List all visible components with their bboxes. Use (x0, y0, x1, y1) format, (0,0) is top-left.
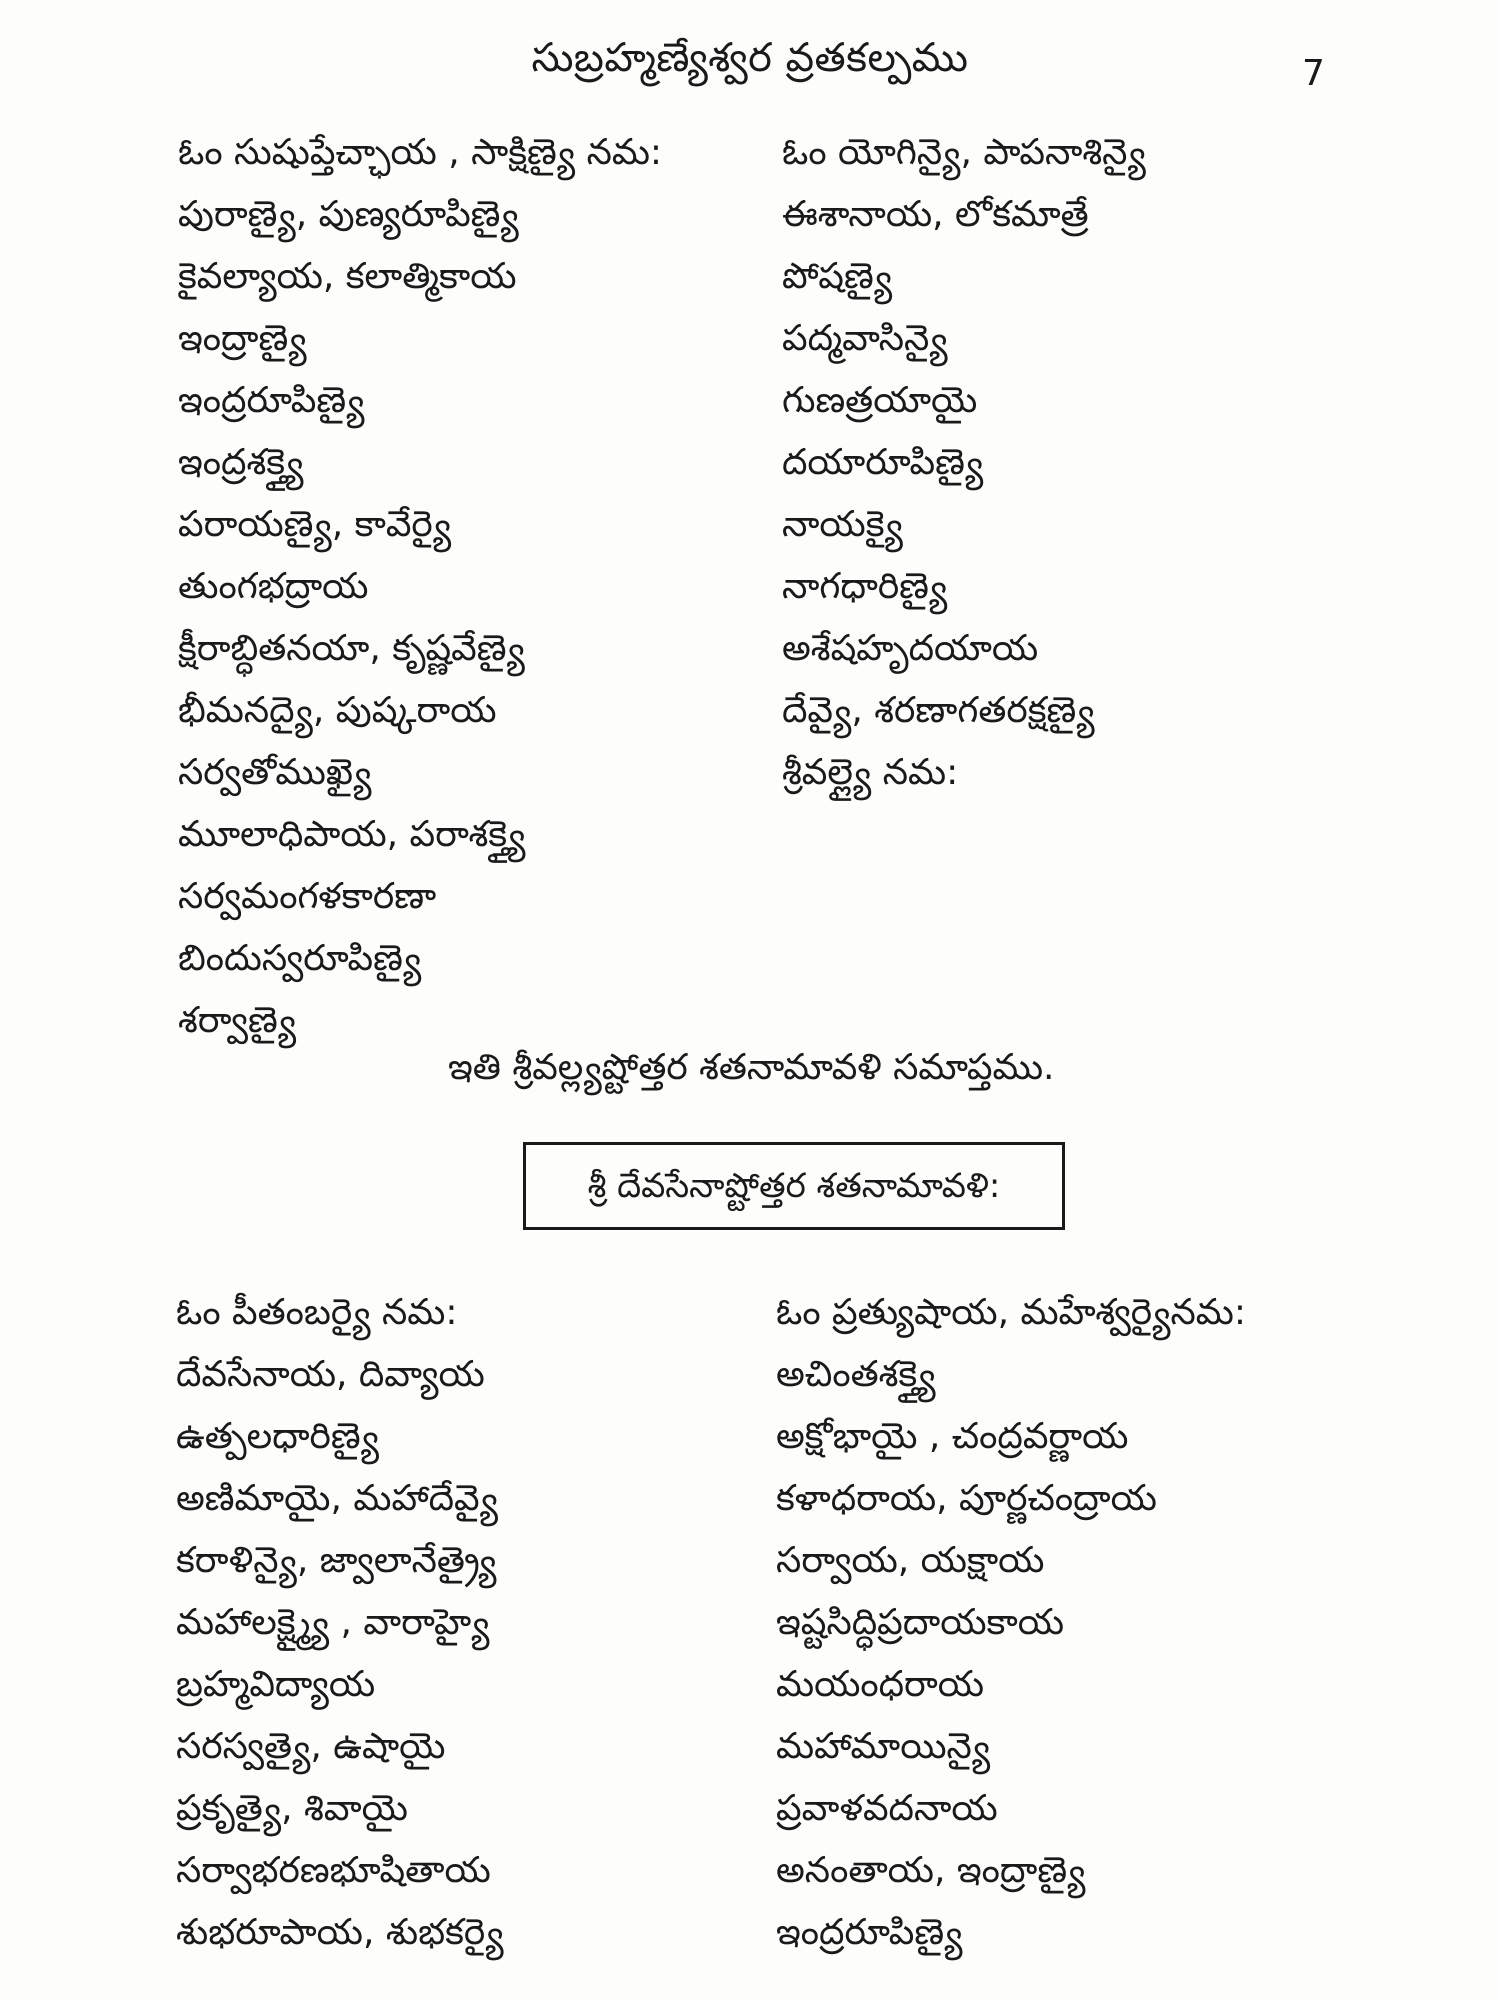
name-line: ఇంద్రరూపిణ్యై (776, 1912, 963, 1953)
name-line: శుభరూపాయ, శుభకర్యై (176, 1912, 504, 1953)
name-line: బిందుస్వరూపిణ్యై (178, 938, 422, 979)
name-line: సర్వాయ, యక్షాయ (776, 1540, 1045, 1581)
name-line: ఓం పీతంబర్యై నమ: (176, 1292, 458, 1333)
name-line: శ్రీవల్ల్యై నమ: (782, 752, 959, 793)
name-line: ఈశానాయ, లోకమాత్రే (782, 194, 1089, 235)
name-line: కళాధరాయ, పూర్ణచంద్రాయ (776, 1478, 1157, 1519)
name-line: ప్రకృత్యై, శివాయై (176, 1788, 408, 1829)
name-line: అచింతశక్త్యై (776, 1354, 936, 1395)
name-line: పురాణ్యై, పుణ్యరూపిణ్యై (178, 194, 519, 235)
name-line: ఇంద్రాణ్యై (178, 318, 307, 359)
name-line: గుణత్రయాయై (782, 380, 978, 421)
name-line: కరాళిన్యై, జ్వాలానేత్ర్యై (176, 1540, 497, 1581)
name-line: అశేషహృదయాయ (782, 628, 1039, 669)
name-line: నాగధారిణ్యై (782, 566, 948, 607)
name-line: భీమనద్యై, పుష్కరాయ (178, 690, 497, 731)
section-heading-box (523, 1142, 1065, 1230)
name-line: కైవల్యాయ, కలాత్మికాయ (178, 256, 517, 297)
name-line: తుంగభద్రాయ (178, 566, 369, 607)
devasena-names-right-column (776, 1282, 1246, 1964)
name-line: ఓం యోగిన్యై, పాపనాశిన్యై (782, 132, 1146, 173)
name-line: క్షీరాబ్ధితనయా, కృష్ణవేణ్యై (178, 628, 525, 669)
name-line: సరస్వత్యై, ఉషాయై (176, 1726, 446, 1767)
name-line: ఇష్టసిద్ధిప్రదాయకాయ (776, 1602, 1065, 1643)
valli-names-left-column (178, 122, 662, 1052)
name-line: అణిమాయై, మహాదేవ్యై (176, 1478, 499, 1519)
name-line: సర్వతోముఖ్యై (178, 752, 372, 793)
name-line: మహాలక్ష్మ్యై , వారాహ్యై (176, 1602, 490, 1643)
name-line: నాయక్యై (782, 504, 903, 545)
name-line: ఓం సుషుప్తేచ్ఛాయ , సాక్షిణ్యై నమ: (178, 132, 663, 173)
name-line: అనంతాయ, ఇంద్రాణ్యై (776, 1850, 1086, 1891)
name-line: ఇంద్రశక్త్యై (178, 442, 304, 483)
name-line: దయారూపిణ్యై (782, 442, 984, 483)
section-heading: శ్రీ దేవసేనాష్టోత్తర శతనామావళి: (587, 1166, 1001, 1206)
closing-line: ఇతి శ్రీవల్ల్యష్టోత్తర శతనామావళి సమాప్తము. (448, 1047, 1055, 1088)
name-line: శర్వాణ్యై (178, 1000, 297, 1041)
name-line: దేవసేనాయ, దివ్యాయ (176, 1354, 485, 1395)
name-line: పద్మవాసిన్యై (782, 318, 948, 359)
name-line: సర్వాభరణభూషితాయ (176, 1850, 491, 1891)
name-line: దేవ్యై, శరణాగతరక్షణ్యై (782, 690, 1095, 731)
name-line: మహామాయిన్యై (776, 1726, 991, 1767)
name-line: మూలాధిపాయ, పరాశక్త్యై (178, 814, 526, 855)
name-line: అక్షోభాయై , చంద్రవర్ణాయ (776, 1416, 1129, 1457)
name-line: ఇంద్రరూపిణ్యై (178, 380, 365, 421)
valli-names-right-column (782, 122, 1146, 804)
name-line: బ్రహ్మవిద్యాయ (176, 1664, 376, 1705)
running-title: సుబ్రహ్మణ్యేశ్వర వ్రతకల్పము (531, 35, 969, 81)
name-line: ప్రవాళవదనాయ (776, 1788, 998, 1829)
name-line: సర్వమంగళకారణా (178, 876, 437, 917)
page-number: 7 (1302, 53, 1325, 94)
name-line: పరాయణ్యై, కావేర్యై (178, 504, 452, 545)
devasena-names-left-column (176, 1282, 504, 1964)
name-line: ఓం ప్రత్యుషాయ, మహేశ్వర్యైనమ: (776, 1292, 1246, 1333)
name-line: ఉత్పలధారిణ్యై (176, 1416, 380, 1457)
name-line: మయంధరాయ (776, 1664, 985, 1705)
name-line: పోషణ్యై (782, 256, 893, 297)
